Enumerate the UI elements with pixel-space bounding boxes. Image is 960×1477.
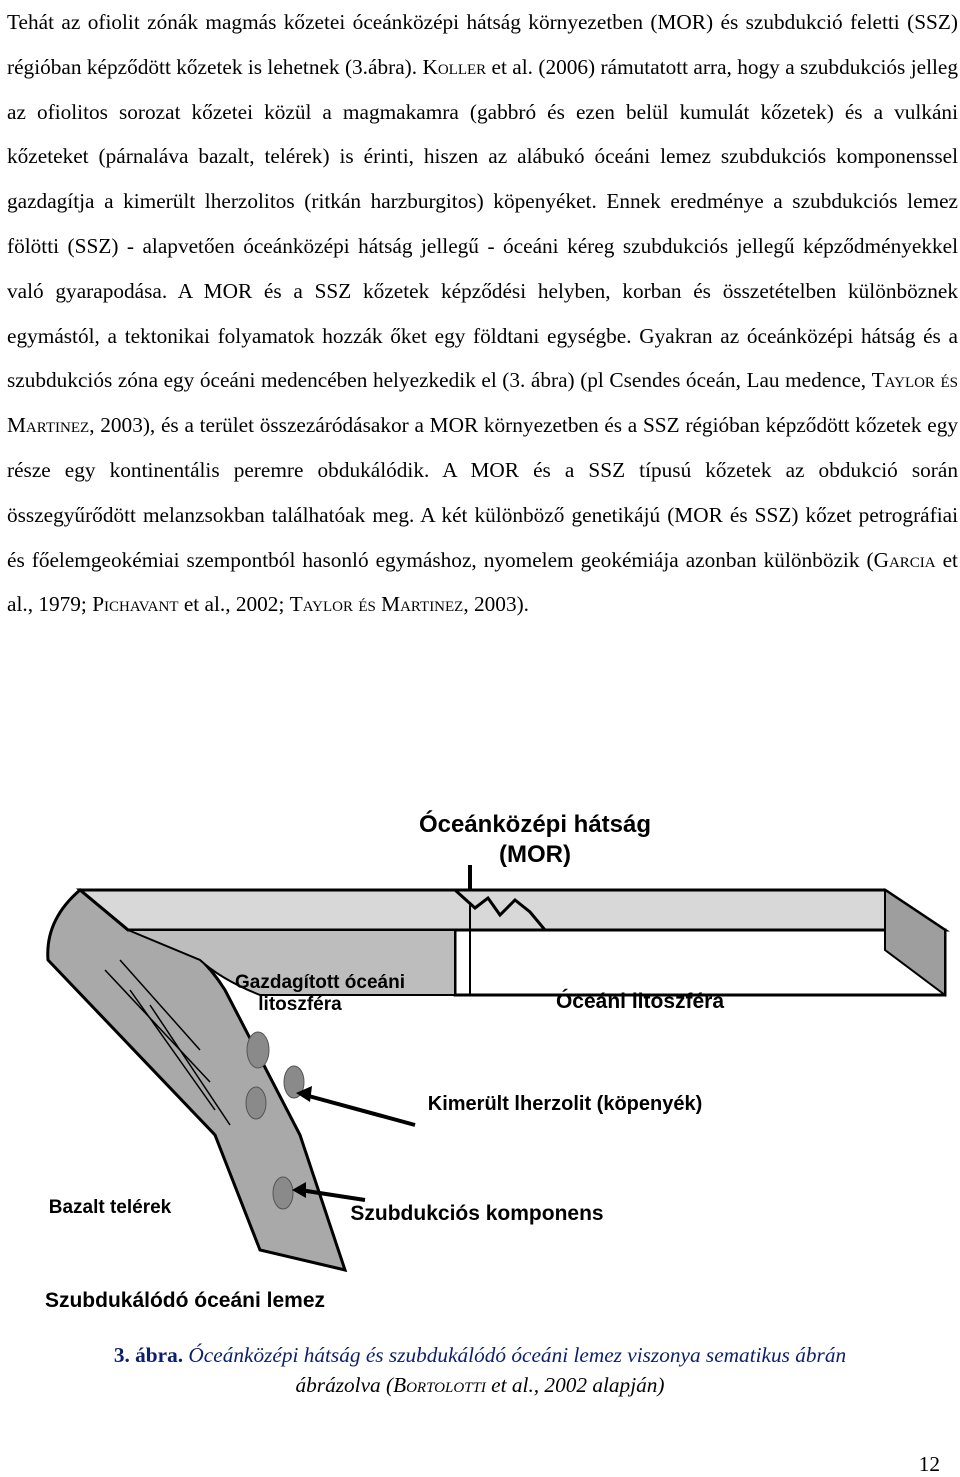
label-basalt-dikes: Bazalt telérek (48, 1197, 172, 1218)
author-garcia: Garcia (873, 547, 936, 572)
author-pichavant: Pichavant (92, 592, 179, 617)
label-oceanic-lithosphere: Óceáni litoszféra (555, 990, 725, 1013)
text-run: et al. (2006) rámutatott arra, hogy a szubdukciós jelleg az ofiolitos sorozat kőzetei közül a magmakamra (gabbró és ezen belül kumulát kőzetek) és a vulkáni kőzeteket (párnaláva bazalt, telérek) is érinti, hiszen az alábukó óceáni lemez szubdukciós komponenssel gazdagítja a kimerült lherzolitos (ritkán harzburgitos) köpenyéket. Ennek eredménye a szubdukciós lemez fölötti (SSZ) - alapvetően óceánközépi hátság jellegű - óceáni kéreg szubdukciós jellegű képződményekkel való gyarapodása. A MOR és a SSZ kőzetek képződési helyben, korban és összetételben különböznek egymástól, a tektonikai folyamatok hozzák őket egy földtani egységbe. Gyakran az óceánközépi hátság és a szubdukciós zóna egy óceáni medencében helyezkedik el (3. ábra) (pl Csendes óceán, Lau medence, (7, 54, 958, 393)
text-run: et al., 1979; (7, 547, 958, 617)
label-subduction-component: Szubdukciós komponens (350, 1202, 604, 1225)
oceanic-lithosphere-top (80, 890, 945, 930)
caption-text: et al., 2002 alapján) (485, 1373, 665, 1397)
caption-line-2 (0, 1370, 960, 1400)
text-run: , 2003), és a terület összezáródásakor a MOR környezetben és a SSZ régióban képződött kőzetek egy része egy kontinentális peremre obdukálódik. A MOR és a SSZ típusú kőzetek az obdukció során összegyűrődött melanzsokban találhatóak meg. A két különböző genetikájú (MOR és SSZ) kőzet petrográfiai és főelemgeokémiai szempontból hasonló egymáshoz, nyomelem geokémiája azonban különbözik ( (7, 413, 958, 572)
author-koller: Koller (422, 54, 487, 79)
subduction-component-drop (246, 1087, 266, 1119)
label-subducting-plate: Szubdukálódó óceáni lemez (44, 1289, 326, 1312)
subduction-diagram (0, 790, 960, 1330)
caption-text: ábrázolva ( (295, 1373, 394, 1397)
label-mor-abbrev: (MOR) (499, 841, 571, 868)
page-number: 12 (918, 1452, 940, 1476)
caption-text: Óceánközépi hátság és szubdukálódó óceáni lemez viszonya sematikus ábrán (188, 1343, 847, 1367)
label-enriched-lithosphere-2: litoszféra (258, 994, 342, 1015)
caption-line-1 (0, 1340, 960, 1370)
author-taylor-martinez: Taylor és Martinez (7, 368, 958, 438)
author-taylor-martinez: Taylor és Martinez (289, 592, 464, 617)
text-run: , 2003). (463, 592, 530, 617)
text-run: et al., 2002; (178, 592, 290, 617)
label-enriched-lithosphere: Gazdagított óceáni (235, 972, 405, 993)
body-paragraph (7, 0, 958, 627)
author-bortolotti: Bortolotti (393, 1373, 486, 1397)
text-run: Tehát az ofiolit zónák magmás kőzetei óceánközépi hátság környezetben (MOR) és szubdukció feletti (SSZ) régióban képződött kőzetek is lehetnek (3.ábra). (7, 10, 958, 79)
label-mor-title: Óceánközépi hátság (418, 811, 652, 838)
subduction-component-drop (273, 1177, 293, 1209)
subduction-component-drop (247, 1032, 269, 1068)
figure-number: 3. ábra. (113, 1343, 184, 1367)
figure-caption (0, 1340, 960, 1400)
label-depleted-lherzolite: Kimerült lherzolit (köpenyék) (427, 1093, 703, 1115)
oceanic-lithosphere-front (455, 930, 945, 995)
